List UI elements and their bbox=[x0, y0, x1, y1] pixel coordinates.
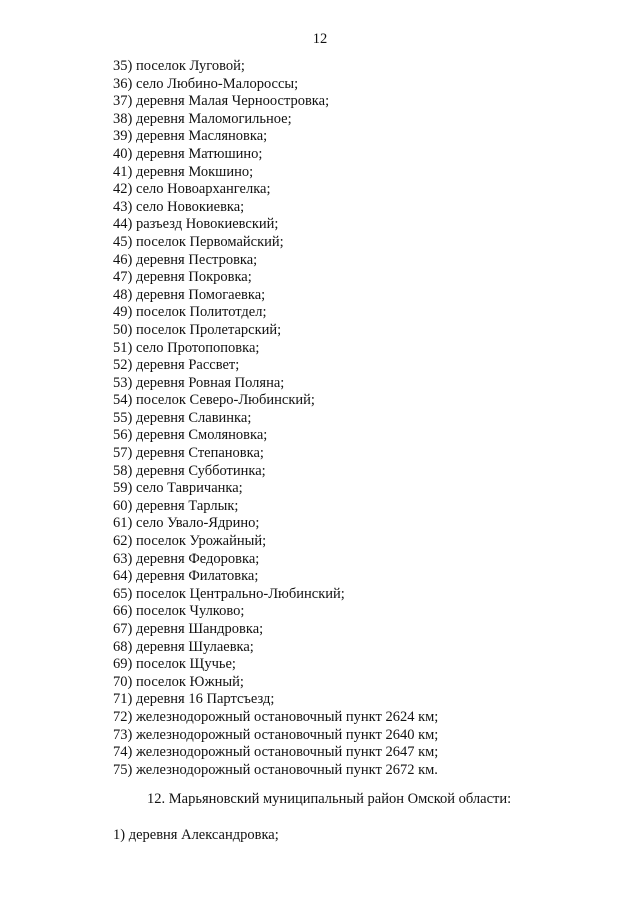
list-item: 60) деревня Тарлык; bbox=[113, 497, 239, 514]
list-item: 71) деревня 16 Партсъезд; bbox=[113, 691, 275, 708]
list-item: 62) поселок Урожайный; bbox=[113, 533, 267, 550]
list-item: 45) поселок Первомайский; bbox=[113, 233, 284, 250]
list-item: 58) деревня Субботинка; bbox=[113, 462, 266, 479]
list-item: 70) поселок Южный; bbox=[113, 673, 244, 690]
settlement-list bbox=[113, 58, 438, 779]
list-item: 57) деревня Степановка; bbox=[113, 445, 264, 462]
list-item: 35) поселок Луговой; bbox=[113, 58, 245, 74]
list-item: 72) железнодорожный остановочный пункт 2624 км; bbox=[113, 708, 439, 725]
list-item: 73) железнодорожный остановочный пункт 2640 км; bbox=[113, 726, 439, 743]
list-item: 69) поселок Щучье; bbox=[113, 656, 236, 673]
page-number: 12 bbox=[312, 31, 328, 47]
list-item: 59) село Тавричанка; bbox=[113, 480, 243, 497]
list-item: 75) железнодорожный остановочный пункт 2672 км. bbox=[113, 761, 438, 778]
list-item: 61) село Увало-Ядрино; bbox=[113, 515, 260, 532]
list-item: 48) деревня Помогаевка; bbox=[113, 286, 266, 303]
list-item: 40) деревня Матюшино; bbox=[113, 145, 263, 162]
list-item: 38) деревня Маломогильное; bbox=[113, 110, 292, 127]
list-item: 74) железнодорожный остановочный пункт 2647 км; bbox=[113, 744, 439, 761]
list-item: 44) разъезд Новокиевский; bbox=[113, 216, 279, 233]
list-item: 50) поселок Пролетарский; bbox=[113, 321, 282, 338]
section-heading: 12. Марьяновский муниципальный район Омской области: bbox=[147, 791, 512, 807]
list-item: 51) село Протопоповка; bbox=[113, 339, 260, 356]
list-item: 66) поселок Чулково; bbox=[113, 603, 245, 620]
list-item: 43) село Новокиевка; bbox=[113, 198, 245, 215]
list-item: 53) деревня Ровная Поляна; bbox=[113, 374, 285, 391]
list-item: 67) деревня Шандровка; bbox=[113, 621, 264, 637]
list-item: 56) деревня Смоляновка; bbox=[113, 427, 268, 444]
list-item: 68) деревня Шулаевка; bbox=[113, 638, 254, 655]
list-item: 36) село Любино-Малороссы; bbox=[113, 75, 299, 92]
list-item: 52) деревня Рассвет; bbox=[113, 357, 240, 374]
list-item: 64) деревня Филатовка; bbox=[113, 568, 259, 585]
list-item: 63) деревня Федоровка; bbox=[113, 550, 260, 567]
list-item: 65) поселок Центрально-Любинский; bbox=[113, 585, 345, 602]
list-item: 39) деревня Масляновка; bbox=[113, 128, 268, 145]
list-item: 46) деревня Пестровка; bbox=[113, 251, 258, 268]
list-item: 47) деревня Покровка; bbox=[113, 269, 252, 286]
list-item: 54) поселок Северо-Любинский; bbox=[113, 392, 315, 409]
list-item: 49) поселок Политотдел; bbox=[113, 304, 267, 321]
list-item: 55) деревня Славинка; bbox=[113, 409, 252, 426]
list-item: 1) деревня Александровка; bbox=[113, 827, 279, 843]
list-item: 41) деревня Мокшино; bbox=[113, 163, 254, 180]
list-item: 42) село Новоархангелка; bbox=[113, 181, 271, 198]
list-item: 37) деревня Малая Черноостровка; bbox=[113, 93, 330, 110]
